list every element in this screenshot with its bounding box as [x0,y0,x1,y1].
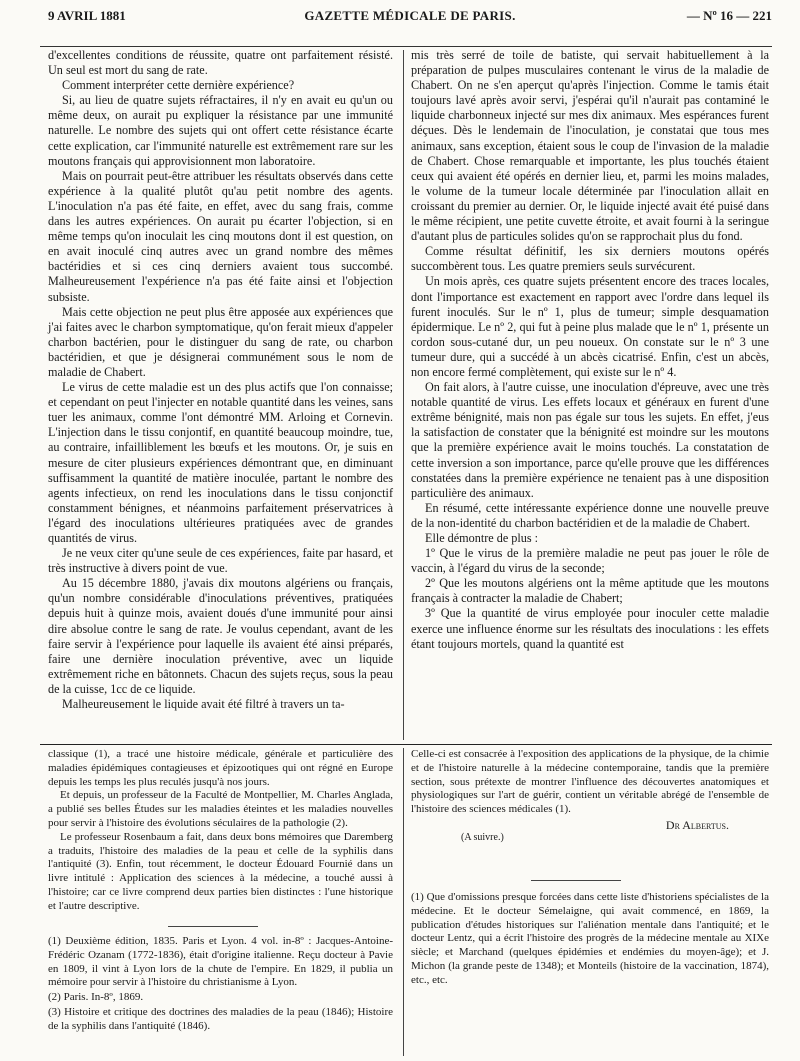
paragraph: Mais cette objection ne peut plus être apposée aux expériences que j'ai faites avec le charbon symptomatique, qu'on ferait mieux d'appeler charbon bactérien, pour le distinguer du sang de rate, ou charbon bactéridien, et que je désignerai communément sous le nom de maladie de Chabert. [48,304,393,379]
footnote-rule [168,926,258,927]
paragraph: Au 15 décembre 1880, j'avais dix moutons algériens ou français, qu'un nombre considérable d'inoculations préventives, pratiquées depuis huit à quinze mois, avaient doués d'une immunité pour ainsi dire absolue contre le sang de rate. Je voulus cependant, avant de les faire servir à l'expérience pour laquelle ils avaient été ainsi préparés, faire une dernière inoculation préventive, avec un liquide extrêmement riche en bâtonnets. Chacun des sujets reçus, sous la peau de la cuisse, 1cc de ce liquide. [48,576,393,696]
paragraph: Un mois après, ces quatre sujets présentent encore des traces locales, dont l'importance est exactement en rapport avec l'ordre dans lequel ils furent inoculés. Sur le nº 1, plus de tumeur; simple desquamation épidermique. Le nº 2, qui fut à peine plus malade que le nº 1, présente un cordon sous-cutané dur, un peu noueux. On constate sur le nº 3 une tumeur dure, qui a succédé à un abcès cicatrisé. Enfin, c'est un abcès, non encore fermé complètement, qui existe sur le nº 4. [411,274,769,379]
paragraph: Comme résultat définitif, les six derniers moutons opérés succombèrent tous. Les quatre premiers seuls survécurent. [411,244,769,274]
paragraph: 3º Que la quantité de virus employée pour inoculer cette maladie exerce une influence énorme sur les résultats des inoculations : les effets étant toujours mortels, quand la quantité est [411,606,769,651]
paragraph: Elle démontre de plus : [425,531,539,545]
feuilleton-right [411,748,769,845]
footnote-rule [531,880,621,881]
paragraph: 1º Que le virus de la première maladie ne peut pas jouer le rôle de vaccin, à l'égard du virus de la seconde; [411,546,769,576]
paragraph: Je ne veux citer qu'une seule de ces expériences, faite par hasard, et très instructive à divers point de vue. [48,546,393,576]
page-number: — Nº 16 — 221 [686,8,772,23]
footnote: (1) Deuxième édition, 1835. Paris et Lyon. 4 vol. in-8º : Jacques-Antoine-Frédéric Ozanam (1772-1836), était d'origine italienne. Reçu docteur à Pavie en 1809, il vint à Lyon lors de la chute de l'empire. En 1829, il publia un mémoire pour servir à l'histoire du christianisme à Lyon. [48,935,393,989]
paragraph: Et depuis, un professeur de la Faculté de Montpellier, M. Charles Anglada, a publié ses belles Études sur les maladies éteintes et les maladies nouvelles pour servir à l'histoire des évolutions séculaires de la pathologie (2). [48,789,393,829]
author-signature: Dr Albertus. [665,817,729,832]
paragraph: Mais on pourrait peut-être attribuer les résultats observés dans cette expérience à la qualité plutôt qu'au petit nombre des agents. L'inoculation n'a pas été faite, en effet, avec du sang frais, comme dans les autres expériences. On aurait pu écarter l'objection, si en même temps qu'on inoculait les cinq moutons dont il est question, on en avait inoculé cinq autres avec un grand nombre des mêmes bactéridies et si ces cinq derniers avaient tous succombé. Malheureusement l'expérience n'a pas été faite ainsi et l'objection subsiste. [48,168,393,304]
paragraph: Le virus de cette maladie est un des plus actifs que l'on connaisse; et cependant on peut l'injecter en notable quantité dans les veines, sans tuer les animaux, comme l'ont démontré MM. Arloing et Cornevin. L'injection dans le tissu conjontif, en quantité beaucoup moindre, tue, au contraire, infailliblement les bœufs et les moutons. Or, je suis en mesure de citer plusieurs expériences démontrant que, en diminuant suffisamment la quantité de matière inoculée, partant le nombre des agents infectieux, on rend les inoculations dans le tissu conjonctif constamment bénignes, et néanmoins parfaitement préservatrices à l'égard des inoculations ultérieures pratiquées avec de grandes quantités de virus. [48,380,393,545]
paragraph: Malheureusement le liquide avait été filtré à travers un ta- [62,697,345,712]
paragraph: Comment interpréter cette dernière expérience? [62,78,295,93]
column-divider [403,50,404,740]
feuilleton-divider [403,748,404,1056]
paragraph: On fait alors, à l'autre cuisse, une inoculation d'épreuve, avec une très notable quantité de virus. Les effets locaux et généraux en furent d'une extrême bénignité, mais non pas égale sur tous les sujets. En effet, j'eus la satisfaction de constater que la bénignité est moindre sur les moutons que la première expérience avait le moins touchés. La constatation de cette inversion a son importance, parce qu'elle prouve que les différences constatées dans la première expérience ne tenaient pas à une disposition particulière des animaux. [411,380,769,500]
issue-date: 9 AVRIL 1881 [48,8,126,23]
footnote: (2) Paris. In-8º, 1869. [48,991,144,1004]
feuilleton-left [48,748,393,914]
paragraph: Celle-ci est consacrée à l'exposition des applications de la physique, de la chimie et de l'histoire naturelle à la médecine contemporaine, tandis que la première section, sous prétexte de montrer l'influence des découvertes anatomiques et physiologiques sur l'art de guérir, contient un véritable abrégé de l'ensemble de l'histoire des sciences médicales (1). [411,748,769,816]
footnote: (1) Que d'omissions presque forcées dans cette liste d'historiens spécialistes de la médecine. Et le docteur Sémelaigne, qui avait commencé, en 1869, la publication d'études historiques sur l'aliénation mentale dans l'antiquité; et le docteur Lentz, qui a écrit l'histoire des progrès de la médecine mentale au XIXe siècle; et Marchand (quelques épidémies et endémies du moyen-âge); et J. Michon (la grande peste de 1348); et Monteils (histoire de la vaccination, 1874), etc., etc. [411,891,769,986]
footnote: (3) Histoire et critique des doctrines des maladies de la peau (1846); Histoire de la syphilis dans l'antiquité (1846). [48,1005,393,1032]
paragraph: classique (1), a tracé une histoire médicale, générale et particulière des maladies épidémiques contagieuses et épizootiques qui ont régné en Europe depuis les temps les plus reculés jusqu'à nos jours. [48,748,393,788]
paragraph: En résumé, cette intéressante expérience donne une nouvelle preuve de la non-identité du charbon bactéridien et de la maladie de Chabert. [411,500,769,530]
paragraph: 2º Que les moutons algériens ont la même aptitude que les moutons français à contracter la maladie de Chabert; [411,576,769,606]
footnotes-left [48,920,393,1035]
page-header [48,4,772,26]
paragraph: Si, au lieu de quatre sujets réfractaires, il n'y en avait eu qu'un ou même deux, on aurait pu expliquer la résistance par une immunité naturelle. Le nombre des sujets qui ont offert cette résistance écarte cette explication, car l'immunité naturelle est extrêmement rare sur les moutons français qui approvisionnent mon laboratoire. [48,93,393,168]
paragraph: mis très serré de toile de batiste, qui servait habituellement à la préparation de pulpes musculaires contenant le virus de la maladie de Chabert. On ne s'en aperçut qu'après l'injection. Comme le tamis était toujours lavé après avoir servi, j'espérai qu'il n'aurait pas contaminé le liquide charbonneux injecté sur mes dix animaux. Mes espérances furent déçues. Dès le lendemain de l'inoculation, je constatai que tous mes animaux, sans exception, étaient sous le coup de l'invasion de la maladie de Chabert. Chose remarquable et importante, les plus touchés étaient ceux qui avaient été opérés en dernier lieu, et, parmi les moins malades, le volume de la tumeur locale déterminée par l'inoculation allait en croissant du premier au dernier. Or, le liquide injecté avait été puisé dans le même récipient, une petite cuvette étroite, et avait fourni à la seringue d'autant plus de particules solides qu'on se rapprochait plus du fond. [411,48,769,244]
left-column [48,48,393,736]
header-rule [40,46,772,47]
paragraph: Le professeur Rosenbaum a fait, dans deux bons mémoires que Daremberg a traduits, l'histoire des maladies de la peau et celle de la syphilis dans l'antiquité (3). Enfin, tout récemment, le docteur Édouard Fournié dans un livre intitulé : Application des sciences à la médecine, a touché aussi à l'histoire; car ce livre comprend deux parties bien distinctes : l'une historique et l'autre descriptive. [48,830,393,912]
to-follow-note: (A suivre.) [461,831,504,843]
paragraph: d'excellentes conditions de réussite, quatre ont parfaitement résisté. Un seul est mort du sang de rate. [48,48,393,78]
feuilleton-rule [40,744,772,745]
journal-title: GAZETTE MÉDICALE DE PARIS. [304,8,516,23]
footnotes-right [411,870,769,989]
right-column [411,48,769,736]
